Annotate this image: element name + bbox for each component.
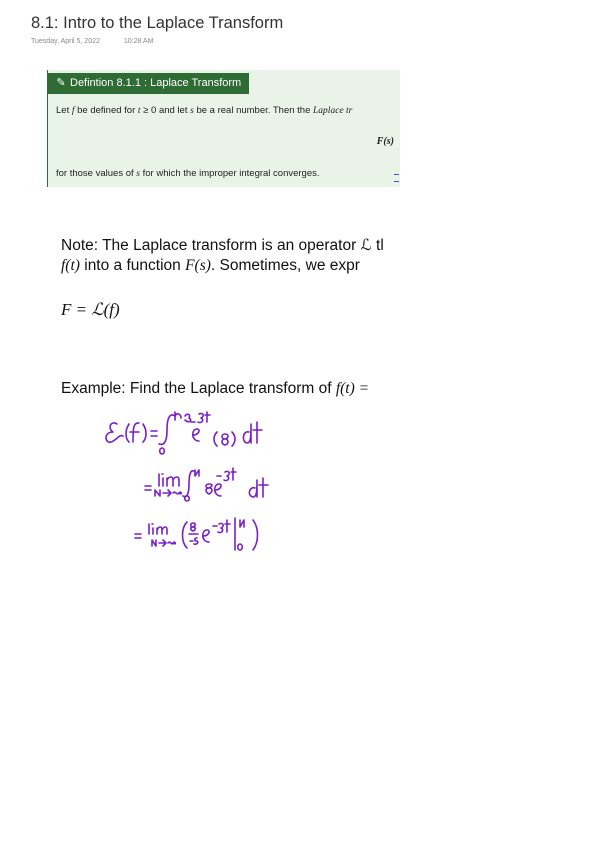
- def-var-s: s: [136, 169, 140, 179]
- def-text: be a real number. Then the: [193, 105, 314, 116]
- page-time: 10:28 AM: [123, 38, 154, 45]
- laplace-equation: F = ℒ(f): [61, 300, 120, 319]
- definition-line-2: [56, 168, 320, 179]
- page-timestamp: [31, 38, 153, 45]
- equation-number-mark: [394, 174, 399, 182]
- def-var-t: t: [137, 106, 141, 116]
- note-text: . Sometimes, we expr: [210, 257, 360, 274]
- note-text: into a function: [79, 257, 186, 274]
- def-text: ≥ 0: [140, 105, 157, 116]
- def-text: and let: [156, 105, 191, 116]
- note-line-2: [61, 257, 399, 275]
- def-var-f: f: [71, 106, 75, 116]
- definition-box: [47, 70, 400, 187]
- def-laplace-term: Laplace tr: [313, 106, 353, 116]
- note-Fs: F(s): [185, 257, 211, 274]
- def-text: for those values of: [56, 168, 137, 179]
- definition-heading: Defintion 8.1.1 : Laplace Transform: [70, 77, 242, 89]
- def-text: for which the improper integral converges.: [139, 168, 320, 179]
- def-var-s: s: [190, 106, 194, 116]
- handwriting-line-3-strokes: [135, 518, 258, 550]
- example-text: Example: Find the Laplace transform of: [61, 380, 336, 397]
- def-text: Let: [56, 105, 72, 116]
- handwriting-line-2-strokes: [145, 468, 268, 501]
- page-date: Tuesday, April 5, 2022: [31, 38, 100, 45]
- def-text: be defined for: [74, 105, 138, 116]
- definition-header: [48, 73, 249, 94]
- example-line: [61, 380, 399, 398]
- page-title: 8.1: Intro to the Laplace Transform: [31, 14, 284, 32]
- definition-line-1: [56, 105, 352, 116]
- definition-formula: F(s): [376, 136, 394, 147]
- handwriting-line-1-strokes: [106, 412, 262, 454]
- note-line-1: Note: The Laplace transform is an operator ℒ tl: [61, 237, 384, 254]
- pencil-icon: ✎: [56, 77, 66, 89]
- example-expr: f(t) =: [335, 380, 370, 397]
- handwritten-work: [95, 410, 395, 570]
- note-ft: f(t): [61, 257, 80, 274]
